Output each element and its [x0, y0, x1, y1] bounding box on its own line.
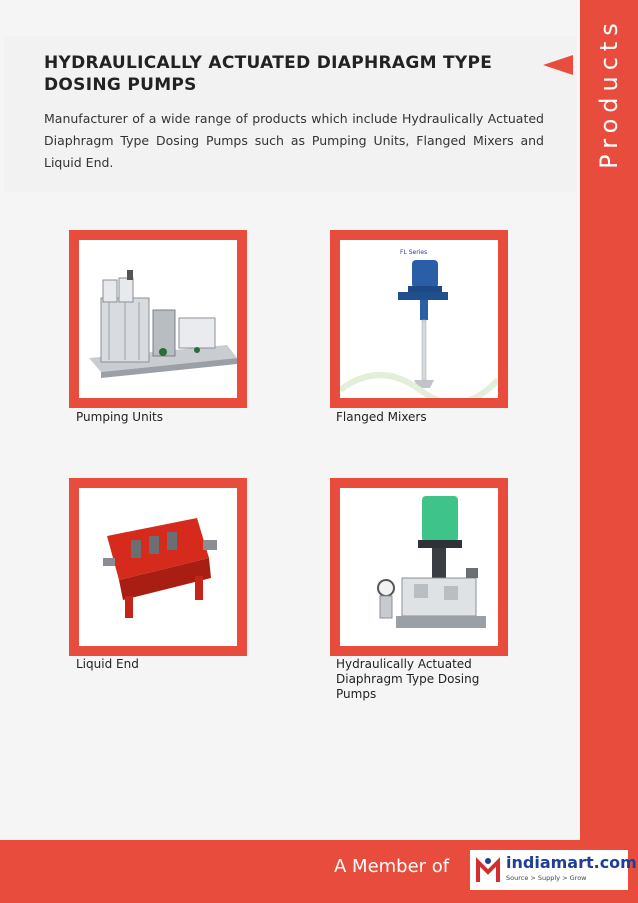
- side-label-text: Products: [595, 16, 624, 169]
- logo-tagline: Source > Supply > Grow: [506, 874, 587, 882]
- indiamart-m-icon: [476, 856, 500, 884]
- product-photo-pumping-units: [79, 240, 237, 398]
- flanged-mixer-image: [340, 240, 498, 398]
- page-description: Manufacturer of a wide range of products which include Hydraulically Actuated Diaphragm Type Dosing Pumps such as Pumping Units, Flanged Mixers and Liquid End.: [44, 111, 544, 170]
- product-photo-flanged-mixers: [340, 240, 498, 398]
- logo-name: indiamart.com: [506, 853, 637, 872]
- product-caption: Pumping Units: [76, 410, 163, 424]
- product-photo-dosing-pumps: [340, 488, 498, 646]
- photo-label: FL Series: [400, 249, 428, 256]
- product-caption: Liquid End: [76, 657, 139, 671]
- product-caption: Flanged Mixers: [336, 410, 427, 424]
- product-card-liquid-end[interactable]: [69, 478, 247, 656]
- product-card-flanged-mixers[interactable]: [330, 230, 508, 408]
- product-card-dosing-pumps[interactable]: [330, 478, 508, 656]
- page-title: HYDRAULICALLY ACTUATED DIAPHRAGM TYPE DOSING PUMPS: [44, 53, 493, 95]
- product-card-pumping-units[interactable]: [69, 230, 247, 408]
- product-caption: Hydraulically Actuated Diaphragm Type Dosing Pumps: [336, 657, 480, 701]
- side-label: [580, 0, 638, 185]
- dosing-pump-image: [340, 488, 498, 646]
- header-arrow: [543, 55, 573, 75]
- footer-member-text: A Member of: [334, 856, 450, 877]
- pumping-unit-image: [79, 240, 237, 398]
- product-photo-liquid-end: [79, 488, 237, 646]
- indiamart-logo[interactable]: [470, 850, 637, 890]
- liquid-end-image: [79, 488, 237, 646]
